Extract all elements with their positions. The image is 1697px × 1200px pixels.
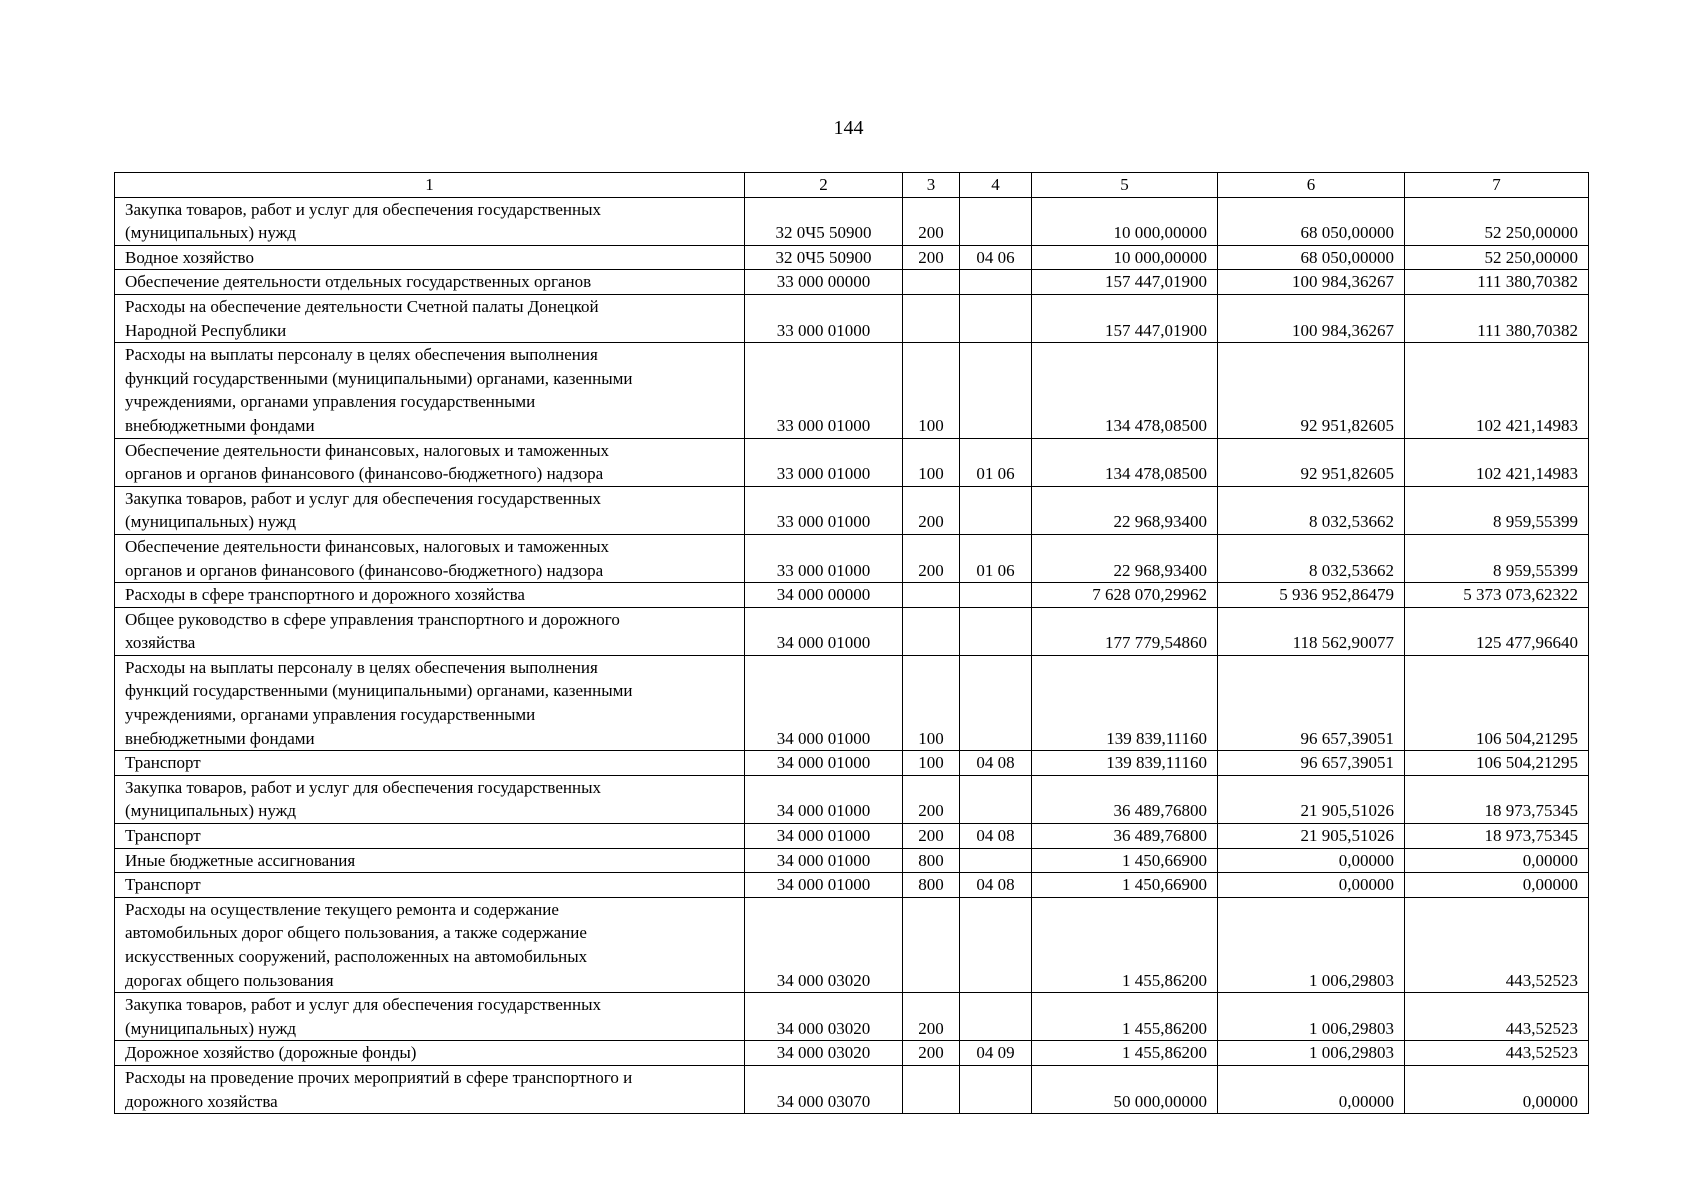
table-body <box>115 197 1589 1114</box>
expense-type-code: 200 <box>903 534 960 582</box>
amount-col6: 68 050,00000 <box>1218 197 1405 245</box>
row-name: Обеспечение деятельности финансовых, налоговых и таможенных органов и органов финансового (финансово-бюджетного) надзора <box>115 534 745 582</box>
amount-col7: 18 973,75345 <box>1405 824 1589 849</box>
target-article-code: 33 000 00000 <box>745 270 903 295</box>
section-subsection-code <box>960 583 1032 608</box>
amount-col7: 8 959,55399 <box>1405 486 1589 534</box>
amount-col5: 134 478,08500 <box>1032 438 1218 486</box>
section-subsection-code: 04 06 <box>960 245 1032 270</box>
section-subsection-code <box>960 775 1032 823</box>
target-article-code: 34 000 00000 <box>745 583 903 608</box>
table-row <box>115 583 1589 608</box>
expense-type-code: 200 <box>903 775 960 823</box>
section-subsection-code <box>960 607 1032 655</box>
row-name: Закупка товаров, работ и услуг для обеспечения государственных (муниципальных) нужд <box>115 993 745 1041</box>
amount-col5: 157 447,01900 <box>1032 270 1218 295</box>
amount-col6: 92 951,82605 <box>1218 343 1405 438</box>
amount-col5: 1 450,66900 <box>1032 873 1218 898</box>
amount-col5: 10 000,00000 <box>1032 245 1218 270</box>
page-number: 144 <box>833 117 864 139</box>
section-subsection-code: 01 06 <box>960 534 1032 582</box>
target-article-code: 34 000 01000 <box>745 655 903 750</box>
section-subsection-code: 04 09 <box>960 1041 1032 1066</box>
amount-col7: 111 380,70382 <box>1405 294 1589 342</box>
table-row <box>115 848 1589 873</box>
table-row <box>115 775 1589 823</box>
target-article-code: 33 000 01000 <box>745 294 903 342</box>
expense-type-code: 200 <box>903 245 960 270</box>
target-article-code: 34 000 01000 <box>745 848 903 873</box>
table-row <box>115 607 1589 655</box>
amount-col5: 1 450,66900 <box>1032 848 1218 873</box>
row-name: Закупка товаров, работ и услуг для обеспечения государственных (муниципальных) нужд <box>115 486 745 534</box>
section-subsection-code <box>960 197 1032 245</box>
column-header: 7 <box>1405 173 1589 198</box>
section-subsection-code <box>960 1065 1032 1113</box>
expense-type-code: 100 <box>903 751 960 776</box>
target-article-code: 34 000 03020 <box>745 1041 903 1066</box>
amount-col5: 50 000,00000 <box>1032 1065 1218 1113</box>
target-article-code: 34 000 03020 <box>745 897 903 992</box>
amount-col7: 443,52523 <box>1405 897 1589 992</box>
target-article-code: 34 000 01000 <box>745 775 903 823</box>
header-row <box>115 173 1589 198</box>
column-header: 5 <box>1032 173 1218 198</box>
target-article-code: 34 000 01000 <box>745 824 903 849</box>
expense-type-code: 100 <box>903 438 960 486</box>
section-subsection-code <box>960 897 1032 992</box>
target-article-code: 33 000 01000 <box>745 534 903 582</box>
amount-col7: 106 504,21295 <box>1405 655 1589 750</box>
expense-type-code: 200 <box>903 486 960 534</box>
amount-col5: 1 455,86200 <box>1032 1041 1218 1066</box>
target-article-code: 34 000 01000 <box>745 607 903 655</box>
table-row <box>115 751 1589 776</box>
row-name: Расходы в сфере транспортного и дорожного хозяйства <box>115 583 745 608</box>
amount-col6: 92 951,82605 <box>1218 438 1405 486</box>
amount-col5: 36 489,76800 <box>1032 775 1218 823</box>
row-name: Закупка товаров, работ и услуг для обеспечения государственных (муниципальных) нужд <box>115 197 745 245</box>
target-article-code: 32 0Ч5 50900 <box>745 245 903 270</box>
amount-col7: 443,52523 <box>1405 993 1589 1041</box>
row-name: Расходы на обеспечение деятельности Счетной палаты Донецкой Народной Республики <box>115 294 745 342</box>
amount-col6: 100 984,36267 <box>1218 270 1405 295</box>
amount-col7: 106 504,21295 <box>1405 751 1589 776</box>
target-article-code: 34 000 01000 <box>745 751 903 776</box>
expense-type-code: 200 <box>903 197 960 245</box>
section-subsection-code: 04 08 <box>960 824 1032 849</box>
amount-col6: 68 050,00000 <box>1218 245 1405 270</box>
amount-col6: 1 006,29803 <box>1218 897 1405 992</box>
row-name: Транспорт <box>115 873 745 898</box>
section-subsection-code: 01 06 <box>960 438 1032 486</box>
expense-type-code: 800 <box>903 848 960 873</box>
row-name: Иные бюджетные ассигнования <box>115 848 745 873</box>
expense-type-code <box>903 1065 960 1113</box>
amount-col6: 5 936 952,86479 <box>1218 583 1405 608</box>
column-header: 3 <box>903 173 960 198</box>
row-name: Расходы на осуществление текущего ремонта и содержание автомобильных дорог общего пользования, а также содержание искусственных сооружений, расположенных на автомобильных дорогах общего пользования <box>115 897 745 992</box>
target-article-code: 32 0Ч5 50900 <box>745 197 903 245</box>
expense-type-code: 200 <box>903 824 960 849</box>
amount-col6: 96 657,39051 <box>1218 655 1405 750</box>
expense-type-code <box>903 897 960 992</box>
amount-col7: 52 250,00000 <box>1405 245 1589 270</box>
amount-col7: 125 477,96640 <box>1405 607 1589 655</box>
table-row <box>115 343 1589 438</box>
column-header: 1 <box>115 173 745 198</box>
table-row <box>115 294 1589 342</box>
amount-col7: 8 959,55399 <box>1405 534 1589 582</box>
section-subsection-code <box>960 848 1032 873</box>
section-subsection-code <box>960 486 1032 534</box>
target-article-code: 33 000 01000 <box>745 486 903 534</box>
amount-col7: 18 973,75345 <box>1405 775 1589 823</box>
column-header: 4 <box>960 173 1032 198</box>
row-name: Закупка товаров, работ и услуг для обеспечения государственных (муниципальных) нужд <box>115 775 745 823</box>
amount-col5: 134 478,08500 <box>1032 343 1218 438</box>
target-article-code: 34 000 03070 <box>745 1065 903 1113</box>
section-subsection-code <box>960 993 1032 1041</box>
amount-col6: 1 006,29803 <box>1218 1041 1405 1066</box>
row-name: Дорожное хозяйство (дорожные фонды) <box>115 1041 745 1066</box>
row-name: Транспорт <box>115 751 745 776</box>
table-row <box>115 897 1589 992</box>
section-subsection-code <box>960 655 1032 750</box>
expense-type-code: 800 <box>903 873 960 898</box>
expense-type-code <box>903 607 960 655</box>
amount-col7: 0,00000 <box>1405 1065 1589 1113</box>
row-name: Обеспечение деятельности отдельных государственных органов <box>115 270 745 295</box>
amount-col7: 443,52523 <box>1405 1041 1589 1066</box>
row-name: Общее руководство в сфере управления транспортного и дорожного хозяйства <box>115 607 745 655</box>
amount-col5: 177 779,54860 <box>1032 607 1218 655</box>
table-row <box>115 1065 1589 1113</box>
target-article-code: 34 000 03020 <box>745 993 903 1041</box>
row-name: Обеспечение деятельности финансовых, налоговых и таможенных органов и органов финансового (финансово-бюджетного) надзора <box>115 438 745 486</box>
expense-type-code <box>903 270 960 295</box>
column-header: 6 <box>1218 173 1405 198</box>
table-row <box>115 655 1589 750</box>
amount-col5: 139 839,11160 <box>1032 751 1218 776</box>
amount-col6: 100 984,36267 <box>1218 294 1405 342</box>
amount-col5: 7 628 070,29962 <box>1032 583 1218 608</box>
table-row <box>115 438 1589 486</box>
table-row <box>115 1041 1589 1066</box>
amount-col6: 0,00000 <box>1218 848 1405 873</box>
table-row <box>115 245 1589 270</box>
amount-col5: 1 455,86200 <box>1032 897 1218 992</box>
expense-type-code: 200 <box>903 993 960 1041</box>
table-row <box>115 873 1589 898</box>
amount-col6: 8 032,53662 <box>1218 534 1405 582</box>
amount-col5: 1 455,86200 <box>1032 993 1218 1041</box>
amount-col7: 0,00000 <box>1405 848 1589 873</box>
table-row <box>115 486 1589 534</box>
target-article-code: 33 000 01000 <box>745 438 903 486</box>
amount-col7: 111 380,70382 <box>1405 270 1589 295</box>
amount-col6: 1 006,29803 <box>1218 993 1405 1041</box>
amount-col6: 8 032,53662 <box>1218 486 1405 534</box>
section-subsection-code <box>960 343 1032 438</box>
amount-col6: 118 562,90077 <box>1218 607 1405 655</box>
table-row <box>115 824 1589 849</box>
amount-col5: 157 447,01900 <box>1032 294 1218 342</box>
row-name: Расходы на выплаты персоналу в целях обеспечения выполнения функций государственными (муниципальными) органами, казенными учреждениями, органами управления государственными внебюджетными фондами <box>115 655 745 750</box>
row-name: Расходы на проведение прочих мероприятий в сфере транспортного и дорожного хозяйства <box>115 1065 745 1113</box>
table-row <box>115 534 1589 582</box>
row-name: Транспорт <box>115 824 745 849</box>
amount-col5: 22 968,93400 <box>1032 534 1218 582</box>
amount-col5: 36 489,76800 <box>1032 824 1218 849</box>
row-name: Водное хозяйство <box>115 245 745 270</box>
budget-table <box>114 172 1589 1114</box>
table-row <box>115 197 1589 245</box>
row-name: Расходы на выплаты персоналу в целях обеспечения выполнения функций государственными (муниципальными) органами, казенными учреждениями, органами управления государственными внебюджетными фондами <box>115 343 745 438</box>
amount-col6: 0,00000 <box>1218 1065 1405 1113</box>
amount-col5: 22 968,93400 <box>1032 486 1218 534</box>
section-subsection-code: 04 08 <box>960 751 1032 776</box>
expense-type-code: 200 <box>903 1041 960 1066</box>
amount-col7: 102 421,14983 <box>1405 438 1589 486</box>
amount-col6: 96 657,39051 <box>1218 751 1405 776</box>
table-row <box>115 270 1589 295</box>
column-header: 2 <box>745 173 903 198</box>
expense-type-code <box>903 583 960 608</box>
section-subsection-code <box>960 294 1032 342</box>
amount-col7: 0,00000 <box>1405 873 1589 898</box>
amount-col7: 52 250,00000 <box>1405 197 1589 245</box>
amount-col7: 102 421,14983 <box>1405 343 1589 438</box>
section-subsection-code <box>960 270 1032 295</box>
amount-col5: 10 000,00000 <box>1032 197 1218 245</box>
target-article-code: 34 000 01000 <box>745 873 903 898</box>
amount-col5: 139 839,11160 <box>1032 655 1218 750</box>
expense-type-code: 100 <box>903 655 960 750</box>
amount-col6: 21 905,51026 <box>1218 775 1405 823</box>
amount-col7: 5 373 073,62322 <box>1405 583 1589 608</box>
section-subsection-code: 04 08 <box>960 873 1032 898</box>
target-article-code: 33 000 01000 <box>745 343 903 438</box>
amount-col6: 0,00000 <box>1218 873 1405 898</box>
expense-type-code <box>903 294 960 342</box>
amount-col6: 21 905,51026 <box>1218 824 1405 849</box>
expense-type-code: 100 <box>903 343 960 438</box>
table-row <box>115 993 1589 1041</box>
